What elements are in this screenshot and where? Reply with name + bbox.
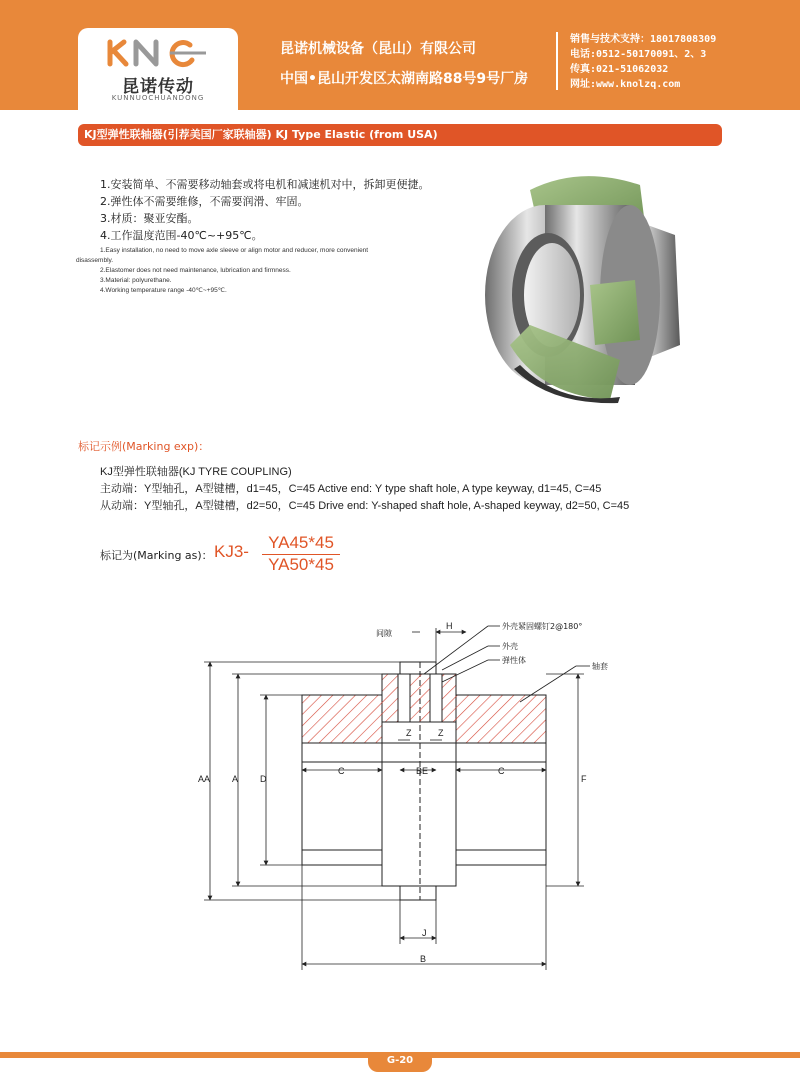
label-c: C bbox=[498, 766, 505, 776]
dimension-drawing bbox=[180, 610, 740, 980]
hatched-section bbox=[302, 674, 546, 743]
feature-item: 3.材质：聚亚安酯。 bbox=[100, 212, 199, 225]
feature-item-en: 2.Elastomer does not need maintenance, lubrication and firmness. bbox=[100, 267, 291, 274]
marking-prefix: KJ3- bbox=[214, 542, 249, 561]
marking-title: 标记示例(Marking exp)： bbox=[78, 440, 210, 453]
label-d: D bbox=[260, 774, 267, 784]
features-chinese bbox=[100, 176, 430, 244]
label-j: J bbox=[422, 928, 427, 938]
label-z: Z bbox=[406, 728, 412, 738]
page-number: G-20 bbox=[368, 1052, 432, 1072]
phone: 电话:0512-50170091、2、3 bbox=[570, 49, 707, 60]
label-aa: AA bbox=[198, 774, 211, 784]
header-divider bbox=[556, 32, 558, 90]
kno-logo-icon bbox=[106, 36, 210, 70]
company-block bbox=[280, 34, 528, 94]
elastomer-gap bbox=[398, 674, 410, 722]
fax: 传真:021-51062032 bbox=[570, 64, 669, 75]
page-footer bbox=[0, 1052, 800, 1085]
marking-denominator: YA50*45 bbox=[268, 555, 334, 574]
page-header bbox=[0, 0, 800, 110]
logo-chinese-name: 昆诺传动 bbox=[122, 77, 194, 97]
label-elastomer: 弹性体 bbox=[502, 656, 526, 665]
label-b: B bbox=[420, 954, 427, 964]
elastomer-gap bbox=[430, 674, 442, 722]
label-h: H bbox=[446, 621, 453, 631]
logo bbox=[78, 28, 238, 110]
feature-item: 4.工作温度范围-40℃~+95℃。 bbox=[100, 229, 263, 242]
contact-block bbox=[570, 32, 716, 92]
marking-as-label: 标记为(Marking as)： bbox=[100, 549, 213, 562]
features-english bbox=[76, 246, 446, 296]
label-a: A bbox=[232, 774, 239, 784]
feature-item-en: 3.Material: polyurethane. bbox=[100, 277, 172, 284]
label-z: Z bbox=[438, 728, 444, 738]
feature-item-en-wrap: disassembly. bbox=[76, 257, 114, 264]
label-c: C bbox=[338, 766, 345, 776]
marking-line: 主动端：Y型轴孔，A型键槽，d1=45，C=45 Active end: Y type shaft hole, A type keyway, d1=45, C=45 bbox=[100, 483, 602, 495]
marking-line: 从动端：Y型轴孔，A型键槽，d2=50，C=45 Drive end: Y-shaped shaft hole, A-shaped keyway, d2=50, C=45 bbox=[100, 500, 630, 512]
label-gap: 间隙 bbox=[376, 629, 392, 638]
marking-numerator: YA45*45 bbox=[268, 533, 334, 552]
feature-item: 1.安装简单、不需要移动轴套或将电机和减速机对中，拆卸更便捷。 bbox=[100, 178, 430, 191]
company-name: 昆诺机械设备（昆山）有限公司 bbox=[280, 41, 476, 57]
coupling-product-image bbox=[470, 165, 695, 405]
marking-lines bbox=[100, 464, 629, 515]
sales-support: 销售与技术支持：18017808309 bbox=[570, 34, 717, 45]
section-title: KJ型弹性联轴器(引荐美国厂家联轴器) KJ Type Elastic (from USA) bbox=[78, 124, 722, 146]
company-address: 中国•昆山开发区太湖南路88号9号厂房 bbox=[280, 71, 529, 87]
feature-item-en: 4.Working temperature range -40℃~+95℃. bbox=[100, 287, 227, 294]
marking-line: KJ型弹性联轴器(KJ TYRE COUPLING) bbox=[100, 466, 292, 478]
website-link[interactable]: 网址:www.knolzq.com bbox=[570, 79, 681, 90]
label-sleeve: 轴套 bbox=[592, 662, 608, 671]
label-f: F bbox=[581, 774, 587, 784]
feature-item-en: 1.Easy installation, no need to move axle sleeve or align motor and reducer, more convenient bbox=[100, 247, 369, 254]
logo-english-name: KUNNUOCHUANDONG bbox=[111, 94, 205, 102]
label-be: BE bbox=[416, 766, 429, 776]
feature-item: 2.弹性体不需要维修，不需要润滑、牢固。 bbox=[100, 195, 309, 208]
label-shell: 外壳 bbox=[502, 642, 518, 651]
label-screw: 外壳紧固螺钉2@180° bbox=[502, 622, 583, 631]
